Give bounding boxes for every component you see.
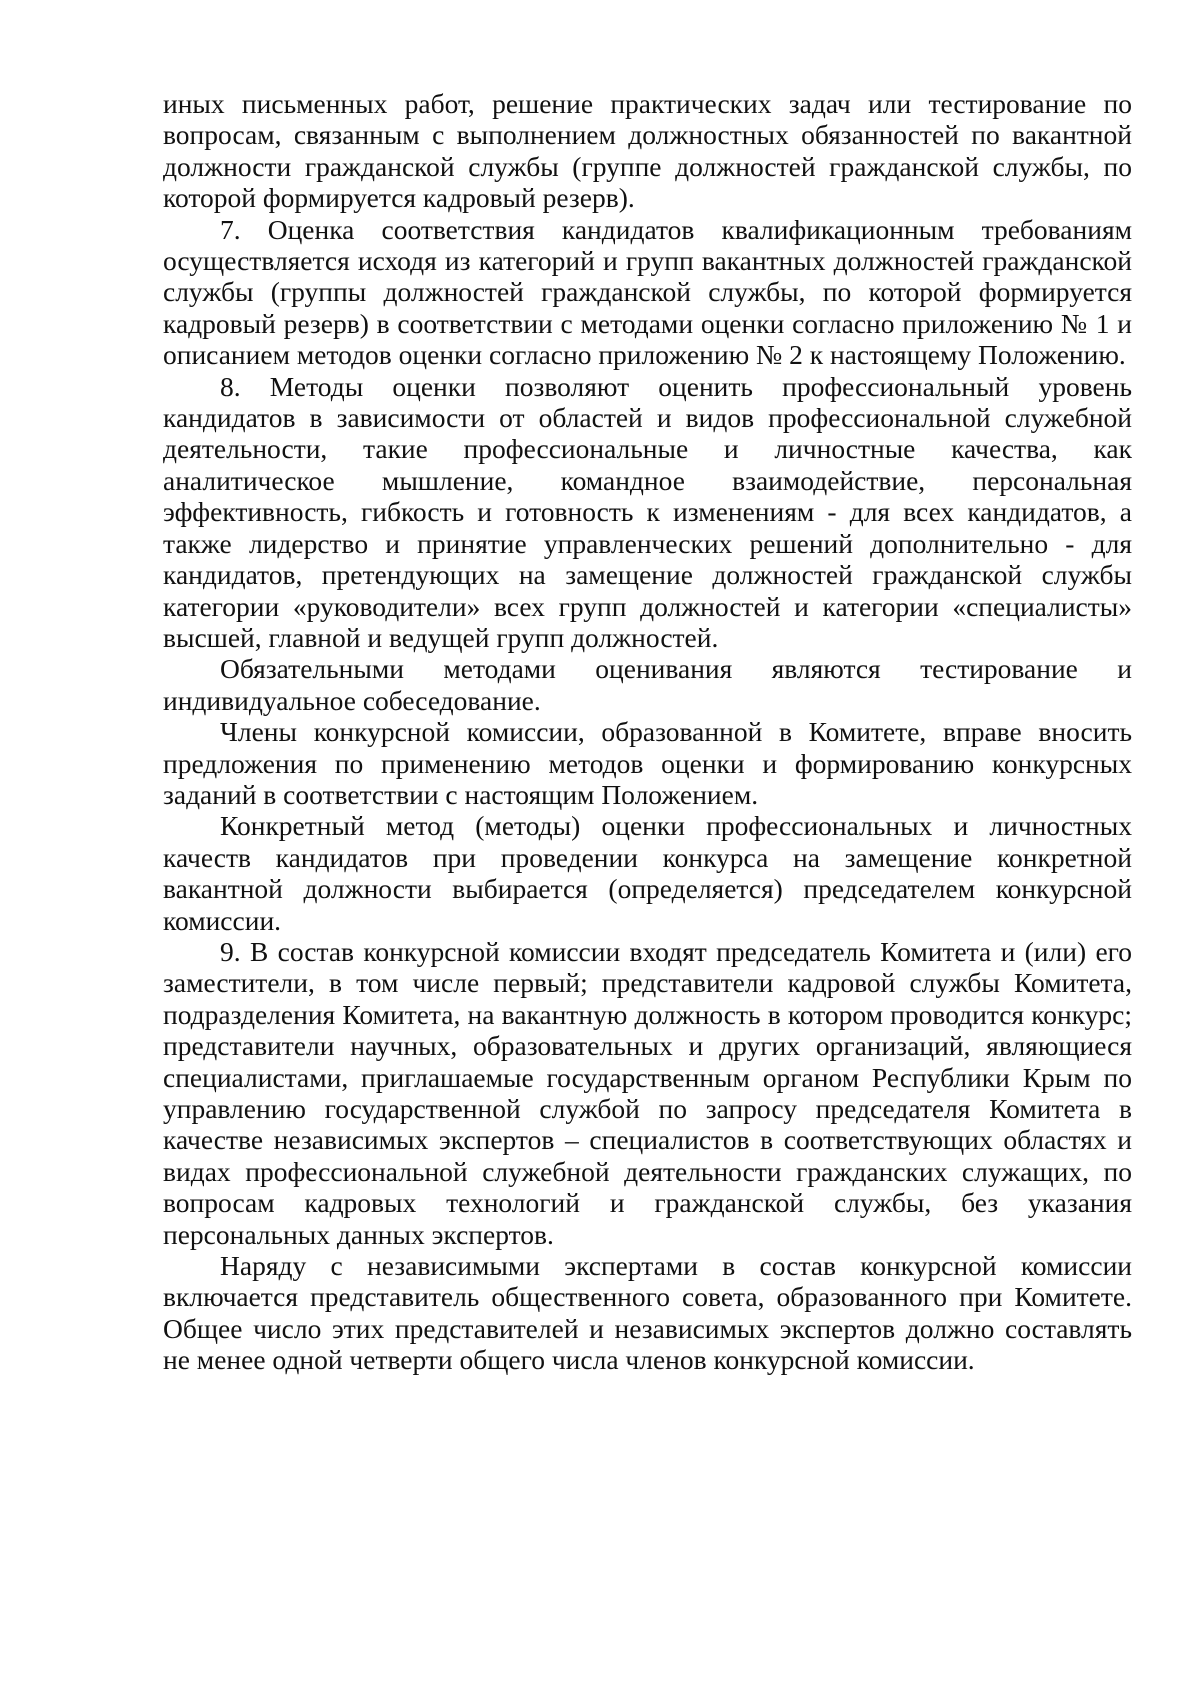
paragraph-commission-proposals: Члены конкурсной комиссии, образованной в Комитете, вправе вносить предложения по применению методов оценки и формированию конкурсных заданий в соответствии с настоящим Положением. bbox=[163, 716, 1132, 810]
paragraph-mandatory-methods: Обязательными методами оценивания являются тестирование и индивидуальное собеседование. bbox=[163, 653, 1132, 716]
paragraph-item-7: 7. Оценка соответствия кандидатов квалификационным требованиям осуществляется исходя из категорий и групп вакантных должностей гражданской службы (группы должностей гражданской службы, по которой формируется кадровый резерв) в соответствии с методами оценки согласно приложению № 1 и описанием методов оценки согласно приложению № 2 к настоящему Положению. bbox=[163, 213, 1132, 371]
paragraph-public-council: Наряду с независимыми экспертами в состав конкурсной комиссии включается представитель общественного совета, образованного при Комитете. Общее число этих представителей и независимых экспертов должно составлять не менее одной четверти общего числа членов конкурсной комиссии. bbox=[163, 1250, 1132, 1376]
paragraph-item-8: 8. Методы оценки позволяют оценить профессиональный уровень кандидатов в зависимости от областей и видов профессиональной служебной деятельности, такие профессиональные и личностные качества, как аналитическое мышление, командное взаимодействие, персональная эффективность, гибкость и готовность к изменениям - для всех кандидатов, а также лидерство и принятие управленческих решений дополнительно - для кандидатов, претендующих на замещение должностей гражданской службы категории «руководители» всех групп должностей и категории «специалисты» высшей, главной и ведущей групп должностей. bbox=[163, 370, 1132, 653]
paragraph-continuation: иных письменных работ, решение практических задач или тестирование по вопросам, связанным с выполнением должностных обязанностей по вакантной должности гражданской службы (группе должностей гражданской службы, по которой формируется кадровый резерв). bbox=[163, 88, 1132, 214]
paragraph-item-9: 9. В состав конкурсной комиссии входят председатель Комитета и (или) его заместители, в том числе первый; представители кадровой службы Комитета, подразделения Комитета, на вакантную должность в котором проводится конкурс; представители научных, образовательных и других организаций, являющиеся специалистами, приглашаемые государственным органом Республики Крым по управлению государственной службой по запросу председателя Комитета в качестве независимых экспертов – специалистов в соответствующих областях и видах профессиональной служебной деятельности гражданских служащих, по вопросам кадровых технологий и гражданской службы, без указания персональных данных экспертов. bbox=[163, 935, 1132, 1250]
document-body bbox=[163, 88, 1132, 1376]
paragraph-method-choice: Конкретный метод (методы) оценки профессиональных и личностных качеств кандидатов при проведении конкурса на замещение конкретной вакантной должности выбирается (определяется) председателем конкурсной комиссии. bbox=[163, 810, 1132, 936]
